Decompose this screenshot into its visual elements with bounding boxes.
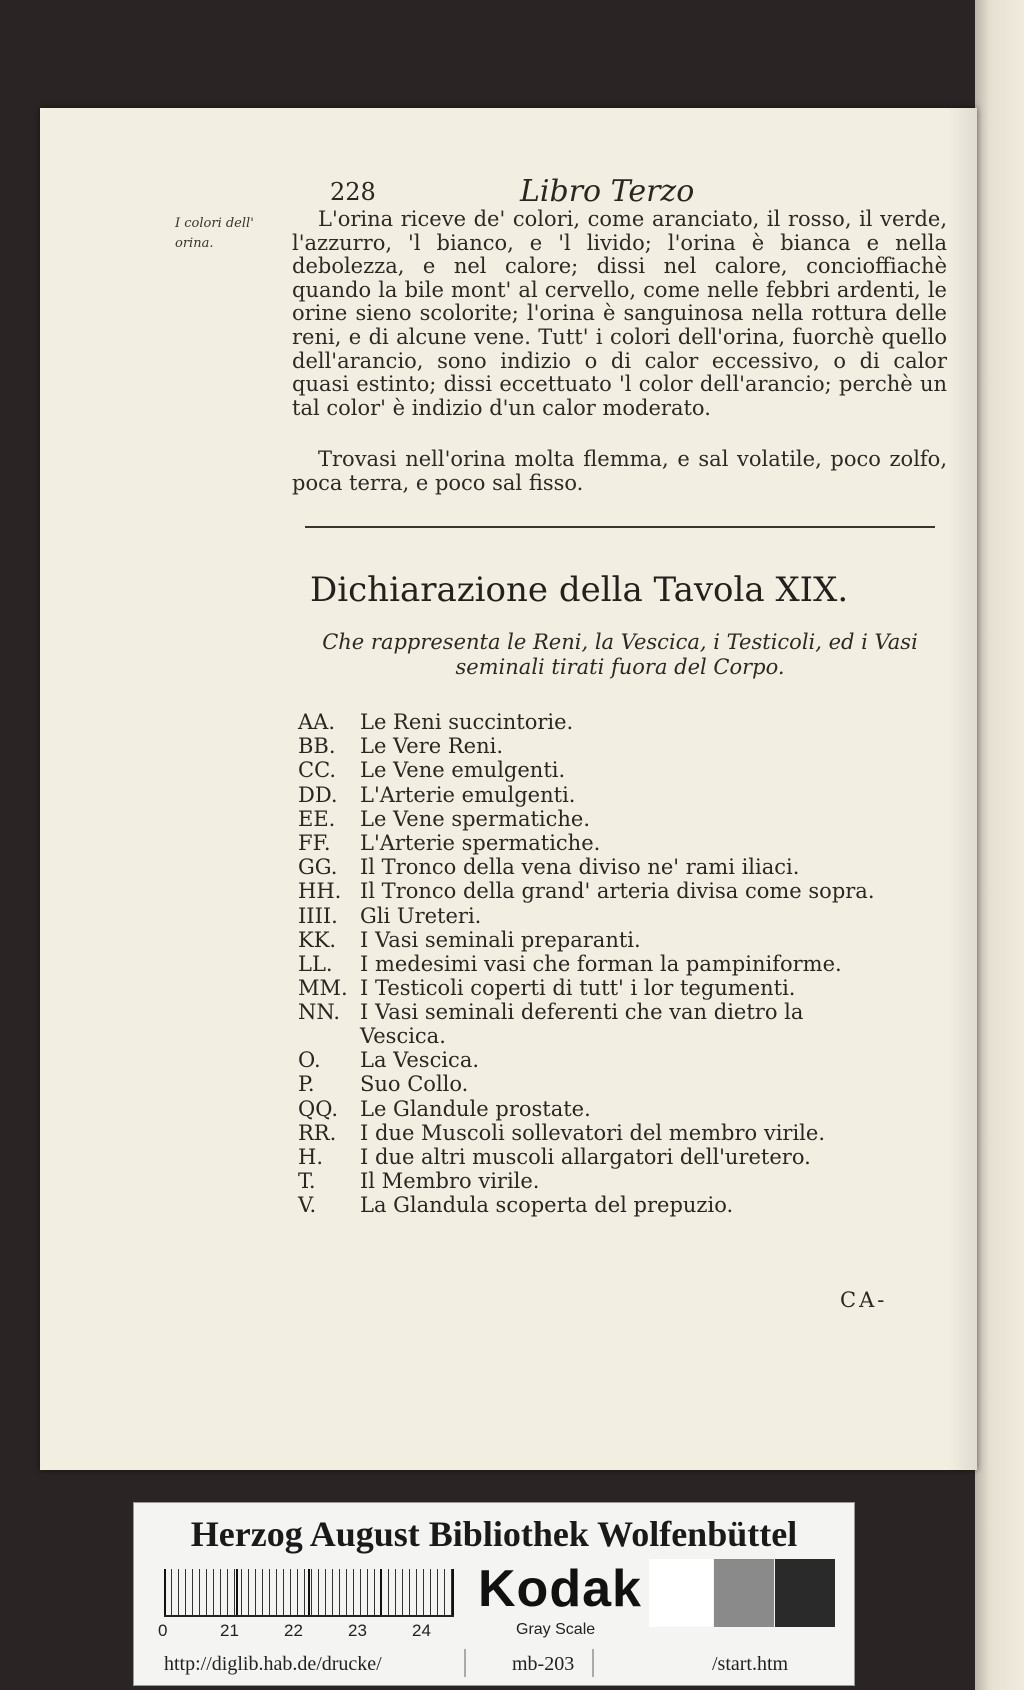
library-name: Herzog August Bibliothek Wolfenbüttel xyxy=(190,1514,798,1554)
legend-desc: I Testicoli coperti di tutt' i lor tegumenti. xyxy=(360,976,796,1001)
ruler-major-tick xyxy=(164,1569,166,1615)
gray-scale-label: Gray Scale xyxy=(516,1621,596,1638)
legend-key: DD. xyxy=(298,782,338,807)
legend-desc: Le Reni succintorie. xyxy=(360,710,574,734)
ruler-major-tick xyxy=(308,1569,310,1615)
legend-desc: Le Vene spermatiche. xyxy=(360,806,591,831)
kodak-color-bar xyxy=(133,1502,855,1686)
legend-item xyxy=(298,976,958,1000)
legend-desc: I Vasi seminali deferenti che van dietro la Vescica. xyxy=(360,1000,804,1049)
legend-desc: Le Vene emulgenti. xyxy=(360,758,566,783)
running-title: Libro Terzo xyxy=(520,174,695,209)
legend-key: CC. xyxy=(298,758,337,783)
legend-item xyxy=(298,1097,958,1121)
legend-desc: L'Arterie spermatiche. xyxy=(360,830,601,855)
gray-patch-white xyxy=(649,1559,713,1627)
gray-patch-dark xyxy=(775,1559,835,1627)
legend-key: O. xyxy=(298,1048,321,1073)
legend-item xyxy=(298,1121,958,1145)
legend-desc: I due Muscoli sollevatori del membro virile. xyxy=(360,1120,826,1145)
legend-key: T. xyxy=(298,1169,316,1194)
gray-patch-mid xyxy=(714,1559,774,1627)
legend-item xyxy=(298,1169,958,1193)
section-heading: Dichiarazione della Tavola XIX. xyxy=(310,570,849,610)
legend-item xyxy=(298,734,958,758)
legend-desc: Il Membro virile. xyxy=(360,1169,540,1194)
divider xyxy=(592,1649,594,1677)
legend-item xyxy=(298,928,958,952)
legend-key: FF. xyxy=(298,830,331,855)
ruler-label: 0 xyxy=(158,1621,168,1640)
adjacent-page-edge xyxy=(975,0,1024,1690)
legend-key: EE. xyxy=(298,806,336,831)
page-number: 228 xyxy=(330,178,376,206)
legend-item xyxy=(298,1000,958,1048)
url-id: mb-203 xyxy=(512,1653,575,1675)
legend-desc: Suo Collo. xyxy=(360,1072,469,1097)
legend-item xyxy=(298,904,958,928)
legend-desc: I medesimi vasi che forman la pampiniforme. xyxy=(360,951,842,976)
plate-legend xyxy=(298,710,958,1218)
legend-key: BB. xyxy=(298,734,336,759)
section-subtitle: Che rappresenta le Reni, la Vescica, i Testicoli, ed i Vasi seminali tirati fuora del Corpo. xyxy=(322,630,918,679)
legend-key: MM. xyxy=(298,976,348,1001)
ruler-label: 21 xyxy=(220,1621,239,1640)
marginal-note: I colori dell' orina. xyxy=(175,216,254,251)
legend-key: NN. xyxy=(298,1000,341,1025)
legend-item xyxy=(298,1048,958,1072)
legend-item xyxy=(298,758,958,782)
legend-item xyxy=(298,855,958,879)
legend-item xyxy=(298,1072,958,1096)
legend-desc: La Vescica. xyxy=(360,1048,480,1073)
legend-desc: Le Vere Reni. xyxy=(360,734,504,759)
legend-key: GG. xyxy=(298,855,338,880)
ruler-label: 23 xyxy=(348,1621,367,1640)
legend-key: IIII. xyxy=(298,903,338,928)
ruler-label: 24 xyxy=(412,1621,431,1640)
legend-key: H. xyxy=(298,1145,323,1169)
legend-desc: Le Glandule prostate. xyxy=(360,1096,591,1121)
paragraph: Trovasi nell'orina molta flemma, e sal volatile, poco zolfo, poca terra, e poco sal fisso. xyxy=(292,447,947,495)
legend-item xyxy=(298,710,958,734)
legend-desc: Il Tronco della grand' arteria divisa come sopra. xyxy=(360,879,875,904)
legend-desc: I Vasi seminali preparanti. xyxy=(360,927,641,952)
ruler-major-tick xyxy=(452,1569,454,1615)
legend-key: AA. xyxy=(298,710,336,734)
legend-item xyxy=(298,1193,958,1217)
legend-item xyxy=(298,879,958,903)
legend-key: V. xyxy=(298,1193,317,1218)
url-base: http://diglib.hab.de/drucke/ xyxy=(164,1653,382,1675)
legend-key: P. xyxy=(298,1072,315,1097)
kodak-logo: Kodak xyxy=(478,1560,642,1618)
legend-key: RR. xyxy=(298,1120,337,1145)
ruler-major-tick xyxy=(380,1569,382,1615)
legend-desc: La Glandula scoperta del prepuzio. xyxy=(360,1193,734,1218)
legend-item xyxy=(298,831,958,855)
legend-item xyxy=(298,952,958,976)
legend-desc: Il Tronco della vena diviso ne' rami iliaci. xyxy=(360,855,800,880)
ruler-major-tick xyxy=(236,1569,238,1615)
legend-key: LL. xyxy=(298,951,333,976)
url-start: /start.htm xyxy=(712,1653,789,1675)
legend-item xyxy=(298,783,958,807)
catchword: CA- xyxy=(840,1288,888,1312)
legend-key: KK. xyxy=(298,927,337,952)
legend-key: QQ. xyxy=(298,1096,339,1121)
legend-desc: I due altri muscoli allargatori dell'uretero. xyxy=(360,1145,811,1169)
book-page xyxy=(40,108,977,1470)
separator-rule xyxy=(305,526,935,528)
legend-desc: Gli Ureteri. xyxy=(360,903,482,928)
divider xyxy=(464,1649,466,1677)
legend-item xyxy=(298,807,958,831)
legend-key: HH. xyxy=(298,879,342,904)
ruler-label: 22 xyxy=(284,1621,303,1640)
legend-item xyxy=(298,1145,958,1169)
paragraph: L'orina riceve de' colori, come aranciato, il rosso, il verde, l'azzurro, 'l bianco, e 'l livido; l'orina è bianca e nella debolezza, e nel calore; dissi nel calore, concioffiachè quando la bile mont' al cervello, come nelle febbri ardenti, le orine sieno scolorite; l'orina è sanguinosa nella rottura delle reni, e di alcune vene. Tutt' i colori dell'orina, fuorchè quello dell'arancio, sono indizio o di calor eccessivo, o di calor quasi estinto; dissi eccettuato 'l color dell'arancio; perchè un tal color' è indizio d'un calor moderato. xyxy=(292,207,947,420)
legend-desc: L'Arterie emulgenti. xyxy=(360,782,576,807)
